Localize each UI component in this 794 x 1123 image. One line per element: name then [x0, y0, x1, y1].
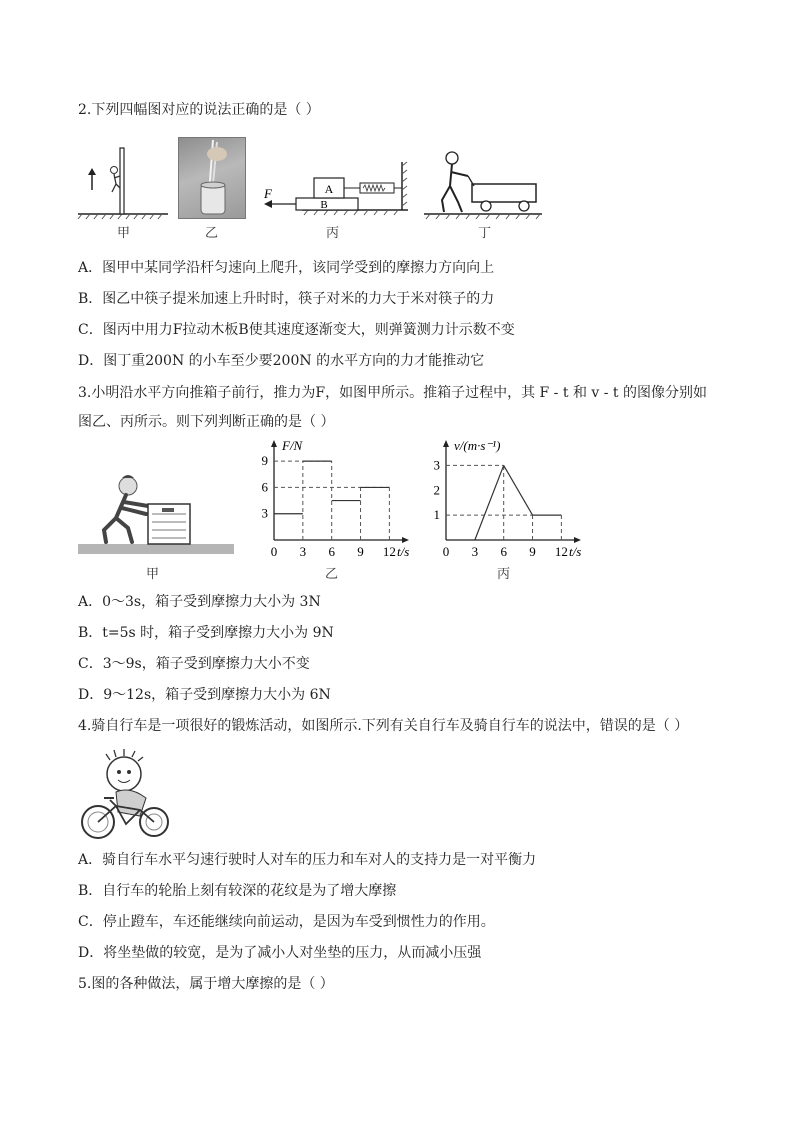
- chart-v-ylabel: v/(m·s⁻¹): [454, 440, 501, 453]
- chart-f-x-tick-0: 0: [270, 544, 278, 559]
- q2-stem: 2.下列四幅图对应的说法正确的是（ ）: [78, 102, 320, 118]
- chart-f-x-axis-arrow: [402, 537, 409, 543]
- force-label: F: [264, 186, 272, 201]
- q3-option-a[interactable]: A．0～3s，箱子受到摩擦力大小为 3N: [78, 594, 321, 610]
- caption-bing: 丙: [326, 226, 340, 241]
- q3-caption-yi: 乙: [325, 567, 339, 582]
- chart-v-y-tick-1: 1: [433, 507, 440, 523]
- caption-ding: 丁: [478, 226, 492, 241]
- chart-v-y-tick-3: 3: [433, 457, 440, 473]
- chart-f-x-tick-6: 6: [328, 544, 335, 559]
- chart-f-x-tick-9: 9: [357, 544, 364, 559]
- figure-bing-blocks: [262, 158, 410, 220]
- figure-yi-photo: [178, 137, 246, 219]
- chart-f-xlabel: t/s: [397, 544, 410, 559]
- q3-option-d[interactable]: D．9～12s，箱子受到摩擦力大小为 6N: [78, 687, 331, 703]
- figure-jia-pole-climber: [76, 140, 171, 220]
- figure-yi-drawing: [179, 138, 245, 218]
- block-b-label: B: [320, 199, 328, 211]
- chart-v-x-tick-0: 0: [442, 544, 450, 559]
- chart-v-x-tick-9: 9: [529, 544, 536, 559]
- v-t-chart: [420, 440, 590, 560]
- q4-option-c[interactable]: C．停止蹬车，车还能继续向前运动，是因为车受到惯性力的作用。: [78, 914, 495, 930]
- caption-jia: 甲: [117, 226, 131, 241]
- q2-option-c[interactable]: C．图丙中用力F拉动木板B使其速度逐渐变大，则弹簧测力计示数不变: [78, 322, 515, 338]
- chart-v-x-tick-3: 3: [471, 544, 479, 559]
- q4-option-b[interactable]: B．自行车的轮胎上刻有较深的花纹是为了增大摩擦: [78, 883, 397, 899]
- q3-stem-line1: 3.小明沿水平方向推箱子前行，推力为F，如图甲所示。推箱子过程中，其 F - t 和 v - t 的图像分别如: [78, 385, 708, 401]
- chart-f-x-tick-12: 12: [382, 544, 396, 559]
- q2-option-d[interactable]: D．图丁重200N 的小车至少要200N 的水平方向的力才能推动它: [78, 353, 485, 369]
- chart-v-x-tick-12: 12: [554, 544, 568, 559]
- q4-stem: 4.骑自行车是一项很好的锻炼活动，如图所示.下列有关自行车及骑自行车的说法中，错误的是（ ）: [78, 718, 689, 734]
- figure-boy-pushing-box: [76, 470, 236, 560]
- q5-stem: 5.图的各种做法，属于增大摩擦的是（ ）: [78, 976, 334, 992]
- figure-ding-cart: [422, 148, 544, 220]
- chart-v-y-tick-2: 2: [433, 482, 440, 498]
- chart-v-x-tick-6: 6: [500, 544, 507, 559]
- chart-v-y-axis-arrow: [443, 440, 449, 447]
- chart-f-ylabel: F/N: [282, 440, 303, 453]
- chart-f-y-tick-6: 6: [261, 479, 268, 495]
- f-t-chart: [248, 440, 418, 560]
- chart-f-x-tick-3: 3: [299, 544, 307, 559]
- v-segment-1: [504, 465, 533, 515]
- chart-v-x-axis-arrow: [574, 537, 581, 543]
- chart-f-y-axis-arrow: [271, 440, 277, 447]
- q2-option-b[interactable]: B．图乙中筷子提米加速上升时时，筷子对米的力大于米对筷子的力: [78, 291, 495, 307]
- q3-option-b[interactable]: B．t=5s 时，箱子受到摩擦力大小为 9N: [78, 625, 334, 641]
- chart-v-xlabel: t/s: [569, 544, 582, 559]
- chart-f-y-tick-3: 3: [261, 505, 268, 521]
- q4-option-a[interactable]: A．骑自行车水平匀速行驶时人对车的压力和车对人的支持力是一对平衡力: [78, 852, 537, 868]
- figure-child-on-bicycle: [76, 748, 172, 840]
- chart-f-y-tick-9: 9: [261, 453, 268, 469]
- q4-option-d[interactable]: D．将坐垫做的较宽，是为了减小人对坐垫的压力，从而减小压强: [78, 945, 482, 961]
- q3-stem-line2: 图乙、丙所示。则下列判断正确的是（ ）: [78, 414, 335, 430]
- q3-caption-jia: 甲: [146, 567, 160, 582]
- block-a-label: A: [324, 182, 334, 196]
- q2-option-a[interactable]: A．图甲中某同学沿杆匀速向上爬升，该同学受到的摩擦力方向向上: [78, 260, 495, 276]
- q3-caption-bing: 丙: [497, 567, 511, 582]
- v-segment-0: [475, 465, 504, 540]
- q3-option-c[interactable]: C．3～9s，箱子受到摩擦力大小不变: [78, 656, 310, 672]
- caption-yi: 乙: [205, 226, 219, 241]
